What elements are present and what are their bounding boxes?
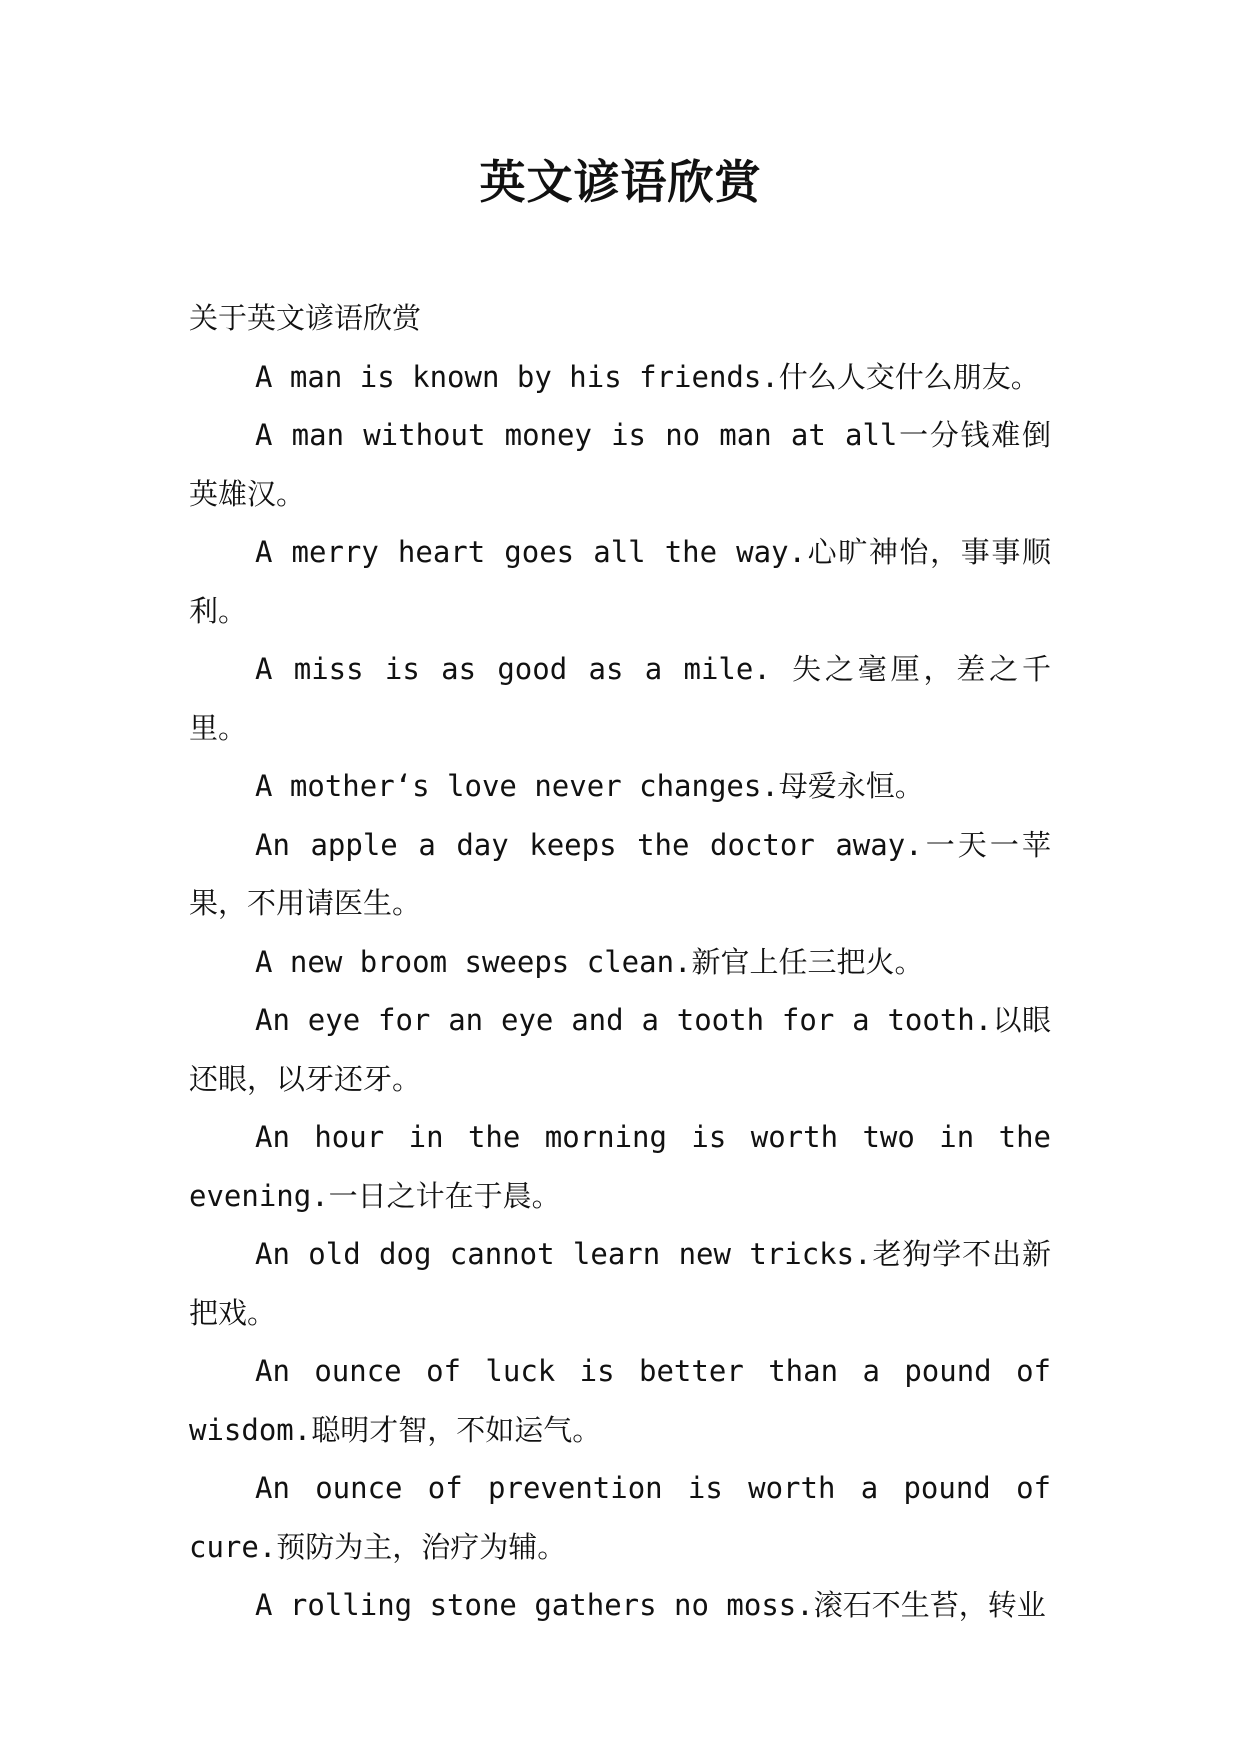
proverb-paragraph: A miss is as good as a mile. 失之毫厘，差之千里。 <box>189 652 1051 745</box>
proverb-paragraph: An ounce of prevention is worth a pound of cure.预防为主，治疗为辅。 <box>189 1471 1051 1564</box>
proverb-paragraph: An old dog cannot learn new tricks.老狗学不出新把戏。 <box>189 1237 1051 1330</box>
intro-line: 关于英文谚语欣赏 <box>189 301 422 335</box>
proverb-paragraph: An ounce of luck is better than a pound of wisdom.聪明才智，不如运气。 <box>189 1354 1051 1447</box>
proverb-paragraph: An apple a day keeps the doctor away.一天一苹果，不用请医生。 <box>189 827 1051 920</box>
proverb-paragraph: An hour in the morning is worth two in the evening.一日之计在于晨。 <box>189 1120 1051 1213</box>
document-title: 英文谚语欣赏 <box>479 155 762 209</box>
proverb-paragraph: A man is known by his friends.什么人交什么朋友。 <box>255 359 1040 394</box>
proverb-paragraph: A mother‘s love never changes.母爱永恒。 <box>255 769 924 803</box>
proverb-paragraph: A merry heart goes all the way.心旷神怡，事事顺利。 <box>189 535 1051 628</box>
proverb-paragraph: A new broom sweeps clean.新官上任三把火。 <box>255 944 924 979</box>
proverb-paragraph: A man without money is no man at all一分钱难倒英雄汉。 <box>189 418 1051 511</box>
document-body <box>189 289 1051 1635</box>
proverb-paragraph: A rolling stone gathers no moss.滚石不生苔，转业 <box>255 1588 1046 1622</box>
proverb-paragraph: An eye for an eye and a tooth for a tooth.以眼还眼，以牙还牙。 <box>189 1003 1051 1096</box>
